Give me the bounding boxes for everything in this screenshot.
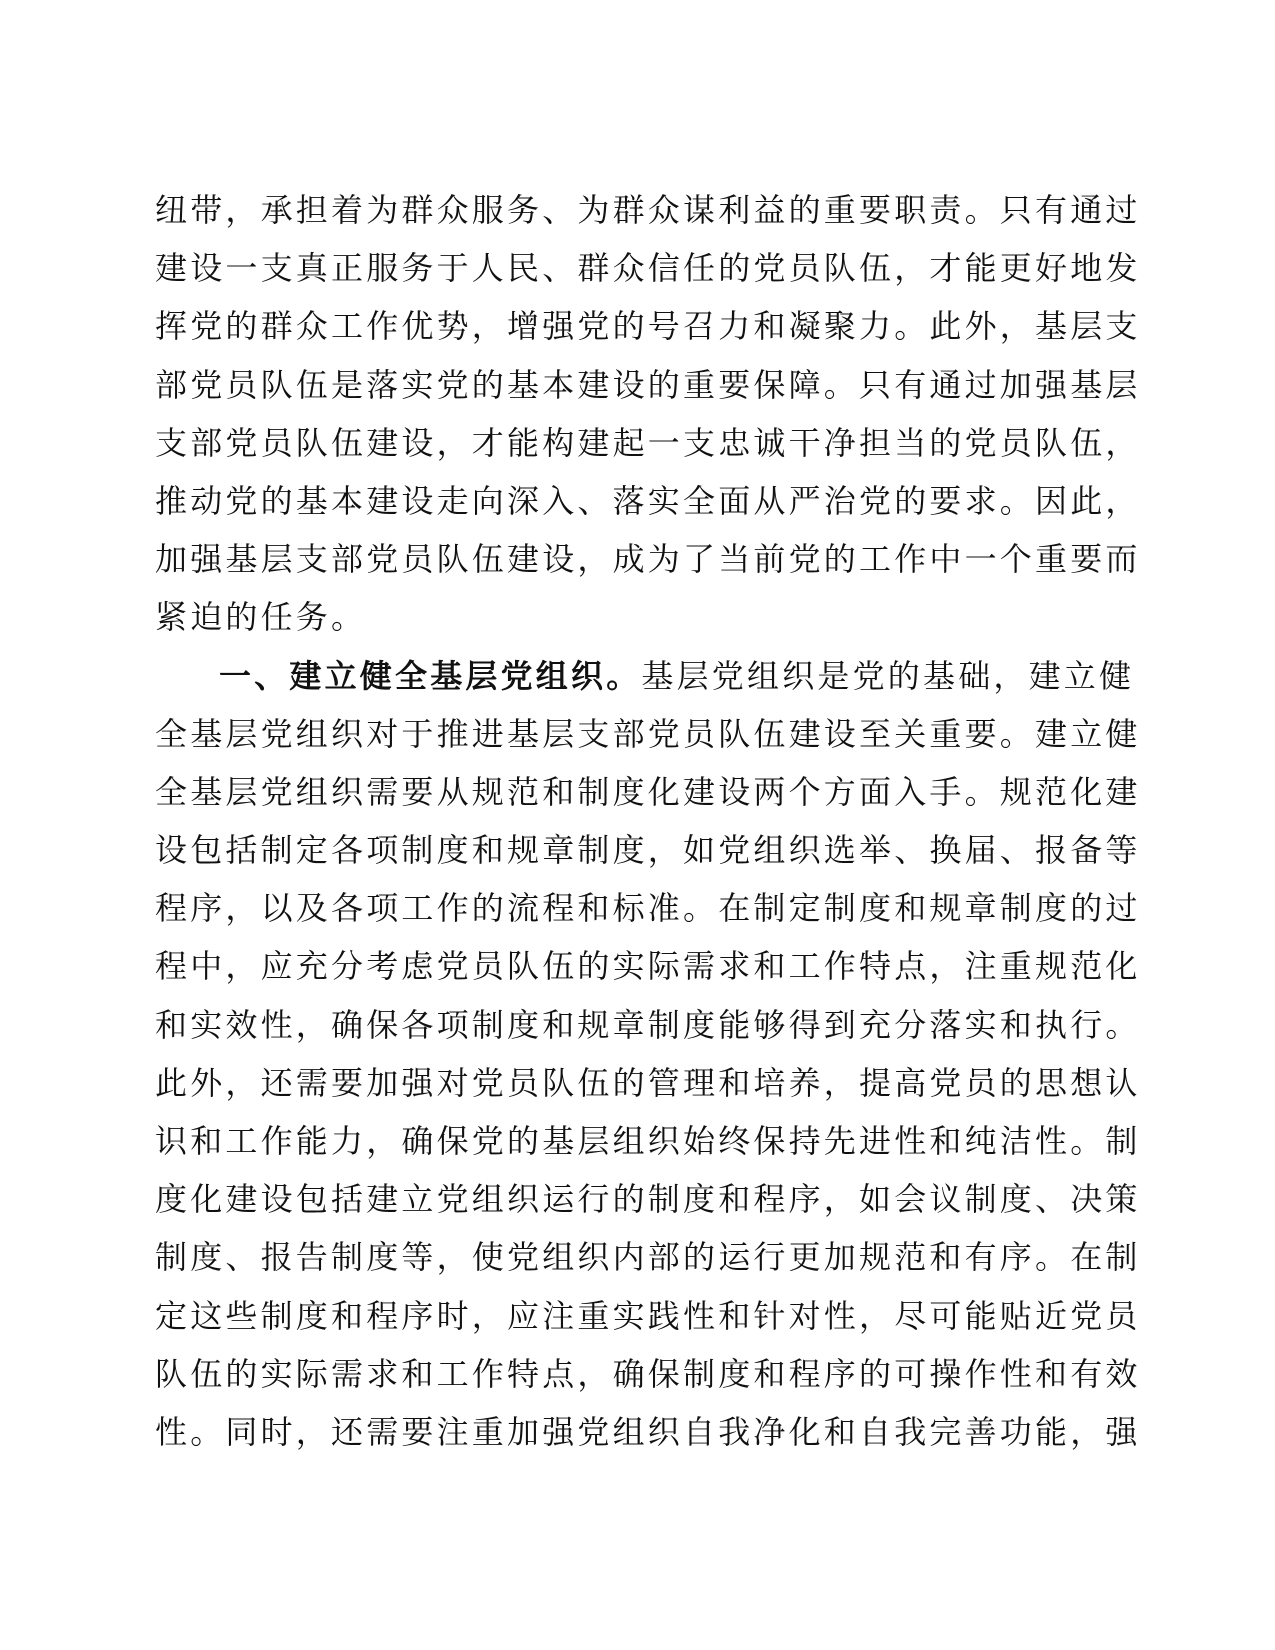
- text-line: 部党员队伍是落实党的基本建设的重要保障。只有通过加强基层: [155, 365, 1141, 404]
- text-line: 加强基层支部党员队伍建设，成为了当前党的工作中一个重要而: [155, 540, 1141, 579]
- text-line: 建设一支真正服务于人民、群众信任的党员队伍，才能更好地发: [155, 249, 1141, 288]
- text-line: 紧迫的任务。: [155, 598, 367, 637]
- document-body: [155, 181, 1141, 1461]
- text-line: 此外，还需要加强对党员队伍的管理和培养，提高党员的思想认: [155, 1063, 1141, 1102]
- text-line: 全基层党组织需要从规范和制度化建设两个方面入手。规范化建: [155, 772, 1141, 811]
- paragraph-intro-continuation: [155, 181, 1141, 647]
- text-line: 全基层党组织对于推进基层支部党员队伍建设至关重要。建立健: [155, 714, 1141, 753]
- text-line: 推动党的基本建设走向深入、落实全面从严治党的要求。因此，: [155, 481, 1141, 520]
- text-line: 程序，以及各项工作的流程和标准。在制定制度和规章制度的过: [155, 889, 1141, 928]
- text-line: 制度、报告制度等，使党组织内部的运行更加规范和有序。在制: [155, 1238, 1141, 1277]
- text-line: 支部党员队伍建设，才能构建起一支忠诚干净担当的党员队伍，: [155, 423, 1141, 462]
- text-line: 度化建设包括建立党组织运行的制度和程序，如会议制度、决策: [155, 1180, 1141, 1219]
- text-line: 和实效性，确保各项制度和规章制度能够得到充分落实和执行。: [155, 1005, 1141, 1044]
- text-line: 纽带，承担着为群众服务、为群众谋利益的重要职责。只有通过: [155, 191, 1141, 229]
- section-first-line-text: 基层党组织是党的基础，建立健: [641, 656, 1135, 695]
- text-line: 识和工作能力，确保党的基层组织始终保持先进性和纯洁性。制: [155, 1122, 1141, 1160]
- paragraph-section-1: [155, 647, 1141, 1462]
- text-line: 挥党的群众工作优势，增强党的号召力和凝聚力。此外，基层支: [155, 307, 1141, 346]
- text-line: 性。同时，还需要注重加强党组织自我净化和自我完善功能，强: [155, 1412, 1141, 1451]
- text-line: 队伍的实际需求和工作特点，确保制度和程序的可操作性和有效: [155, 1354, 1141, 1393]
- text-line: 设包括制定各项制度和规章制度，如党组织选举、换届、报备等: [155, 831, 1141, 870]
- section-first-line: [155, 647, 1135, 705]
- text-line: 定这些制度和程序时，应注重实践性和针对性，尽可能贴近党员: [155, 1296, 1141, 1335]
- section-heading: 一、建立健全基层党组织。: [219, 656, 642, 695]
- text-line: 程中，应充分考虑党员队伍的实际需求和工作特点，注重规范化: [155, 947, 1141, 986]
